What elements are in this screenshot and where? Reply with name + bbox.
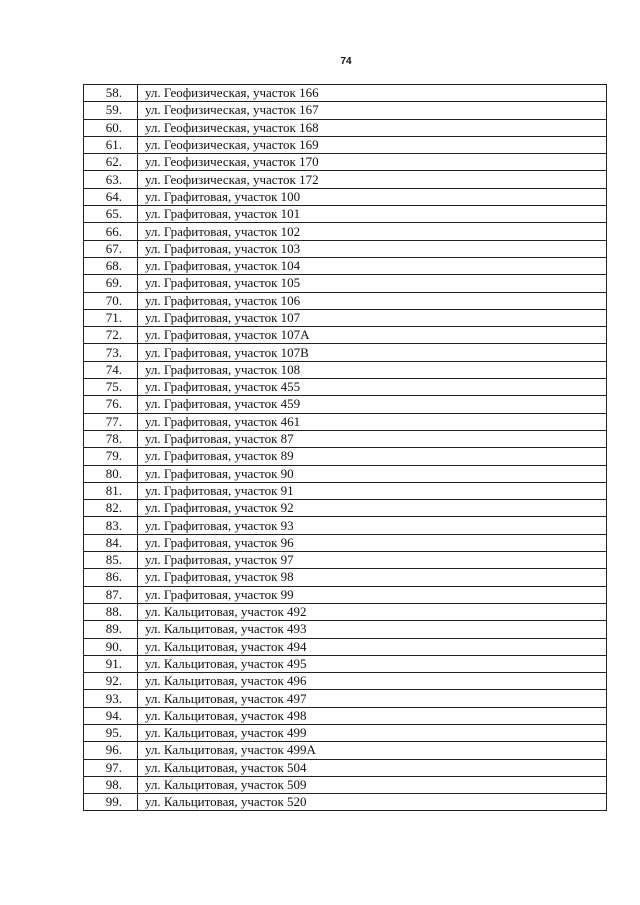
table-row <box>84 534 607 551</box>
address-table <box>83 84 607 811</box>
row-address: ул. Графитовая, участок 100 <box>138 188 607 205</box>
table-row <box>84 85 607 102</box>
row-address: ул. Геофизическая, участок 172 <box>138 171 607 188</box>
table-row <box>84 430 607 447</box>
row-address: ул. Кальцитовая, участок 498 <box>138 707 607 724</box>
row-address: ул. Графитовая, участок 90 <box>138 465 607 482</box>
table-row <box>84 586 607 603</box>
table-row <box>84 724 607 741</box>
table-row <box>84 188 607 205</box>
row-number: 84. <box>84 534 138 551</box>
row-number: 97. <box>84 759 138 776</box>
row-number: 67. <box>84 240 138 257</box>
row-number: 70. <box>84 292 138 309</box>
table-row <box>84 500 607 517</box>
row-number: 79. <box>84 448 138 465</box>
row-address: ул. Графитовая, участок 87 <box>138 430 607 447</box>
row-number: 76. <box>84 396 138 413</box>
row-address: ул. Кальцитовая, участок 497 <box>138 690 607 707</box>
row-number: 83. <box>84 517 138 534</box>
row-number: 61. <box>84 136 138 153</box>
table-row <box>84 154 607 171</box>
table-row <box>84 638 607 655</box>
table-row <box>84 552 607 569</box>
row-number: 96. <box>84 742 138 759</box>
row-number: 89. <box>84 621 138 638</box>
row-address: ул. Графитовая, участок 103 <box>138 240 607 257</box>
row-address: ул. Графитовая, участок 107А <box>138 327 607 344</box>
row-address: ул. Кальцитовая, участок 499 <box>138 724 607 741</box>
row-number: 82. <box>84 500 138 517</box>
row-address: ул. Геофизическая, участок 168 <box>138 119 607 136</box>
table-row <box>84 309 607 326</box>
table-row <box>84 275 607 292</box>
row-address: ул. Кальцитовая, участок 520 <box>138 794 607 811</box>
row-number: 94. <box>84 707 138 724</box>
table-row <box>84 206 607 223</box>
row-number: 87. <box>84 586 138 603</box>
table-row <box>84 569 607 586</box>
row-address: ул. Кальцитовая, участок 495 <box>138 655 607 672</box>
row-number: 68. <box>84 257 138 274</box>
table-row <box>84 603 607 620</box>
row-number: 72. <box>84 327 138 344</box>
table-row <box>84 119 607 136</box>
table-row <box>84 361 607 378</box>
row-address: ул. Геофизическая, участок 167 <box>138 102 607 119</box>
row-number: 58. <box>84 85 138 102</box>
row-address: ул. Графитовая, участок 102 <box>138 223 607 240</box>
row-address: ул. Графитовая, участок 91 <box>138 482 607 499</box>
table-row <box>84 240 607 257</box>
row-address: ул. Графитовая, участок 98 <box>138 569 607 586</box>
row-number: 81. <box>84 482 138 499</box>
table-row <box>84 257 607 274</box>
row-number: 88. <box>84 603 138 620</box>
table-row <box>84 707 607 724</box>
row-number: 92. <box>84 673 138 690</box>
row-address: ул. Графитовая, участок 107В <box>138 344 607 361</box>
row-number: 69. <box>84 275 138 292</box>
row-address: ул. Графитовая, участок 461 <box>138 413 607 430</box>
row-address: ул. Графитовая, участок 99 <box>138 586 607 603</box>
table-row <box>84 102 607 119</box>
row-address: ул. Кальцитовая, участок 509 <box>138 776 607 793</box>
row-number: 91. <box>84 655 138 672</box>
row-address: ул. Графитовая, участок 108 <box>138 361 607 378</box>
row-number: 62. <box>84 154 138 171</box>
row-number: 90. <box>84 638 138 655</box>
table-row <box>84 794 607 811</box>
table-row <box>84 742 607 759</box>
table-row <box>84 621 607 638</box>
table-row <box>84 171 607 188</box>
row-address: ул. Геофизическая, участок 169 <box>138 136 607 153</box>
row-address: ул. Кальцитовая, участок 493 <box>138 621 607 638</box>
page-number: 74 <box>340 56 352 67</box>
row-address: ул. Графитовая, участок 459 <box>138 396 607 413</box>
row-address: ул. Графитовая, участок 101 <box>138 206 607 223</box>
table-row <box>84 396 607 413</box>
row-address: ул. Кальцитовая, участок 504 <box>138 759 607 776</box>
row-address: ул. Графитовая, участок 105 <box>138 275 607 292</box>
row-address: ул. Кальцитовая, участок 492 <box>138 603 607 620</box>
row-number: 75. <box>84 379 138 396</box>
table-row <box>84 655 607 672</box>
table-row <box>84 448 607 465</box>
row-number: 99. <box>84 794 138 811</box>
table-row <box>84 413 607 430</box>
row-address: ул. Графитовая, участок 89 <box>138 448 607 465</box>
row-address: ул. Кальцитовая, участок 494 <box>138 638 607 655</box>
table-row <box>84 292 607 309</box>
table-row <box>84 759 607 776</box>
table-row <box>84 136 607 153</box>
row-address: ул. Графитовая, участок 106 <box>138 292 607 309</box>
row-address: ул. Графитовая, участок 96 <box>138 534 607 551</box>
row-address: ул. Кальцитовая, участок 496 <box>138 673 607 690</box>
row-address: ул. Графитовая, участок 93 <box>138 517 607 534</box>
row-number: 59. <box>84 102 138 119</box>
row-address: ул. Графитовая, участок 107 <box>138 309 607 326</box>
row-number: 73. <box>84 344 138 361</box>
row-address: ул. Графитовая, участок 92 <box>138 500 607 517</box>
row-address: ул. Графитовая, участок 97 <box>138 552 607 569</box>
row-number: 78. <box>84 430 138 447</box>
row-number: 60. <box>84 119 138 136</box>
row-number: 65. <box>84 206 138 223</box>
table-row <box>84 223 607 240</box>
row-number: 64. <box>84 188 138 205</box>
table-row <box>84 690 607 707</box>
row-address: ул. Графитовая, участок 104 <box>138 257 607 274</box>
table-row <box>84 673 607 690</box>
table-row <box>84 465 607 482</box>
row-number: 71. <box>84 309 138 326</box>
table-row <box>84 776 607 793</box>
row-address: ул. Геофизическая, участок 166 <box>138 85 607 102</box>
row-number: 66. <box>84 223 138 240</box>
row-number: 63. <box>84 171 138 188</box>
row-number: 77. <box>84 413 138 430</box>
row-number: 80. <box>84 465 138 482</box>
table-row <box>84 327 607 344</box>
table-row <box>84 379 607 396</box>
row-address: ул. Графитовая, участок 455 <box>138 379 607 396</box>
row-address: ул. Геофизическая, участок 170 <box>138 154 607 171</box>
row-number: 93. <box>84 690 138 707</box>
row-number: 98. <box>84 776 138 793</box>
row-number: 86. <box>84 569 138 586</box>
table-row <box>84 517 607 534</box>
row-number: 95. <box>84 724 138 741</box>
address-table-body <box>84 85 607 811</box>
row-number: 74. <box>84 361 138 378</box>
table-row <box>84 482 607 499</box>
table-row <box>84 344 607 361</box>
row-number: 85. <box>84 552 138 569</box>
row-address: ул. Кальцитовая, участок 499А <box>138 742 607 759</box>
